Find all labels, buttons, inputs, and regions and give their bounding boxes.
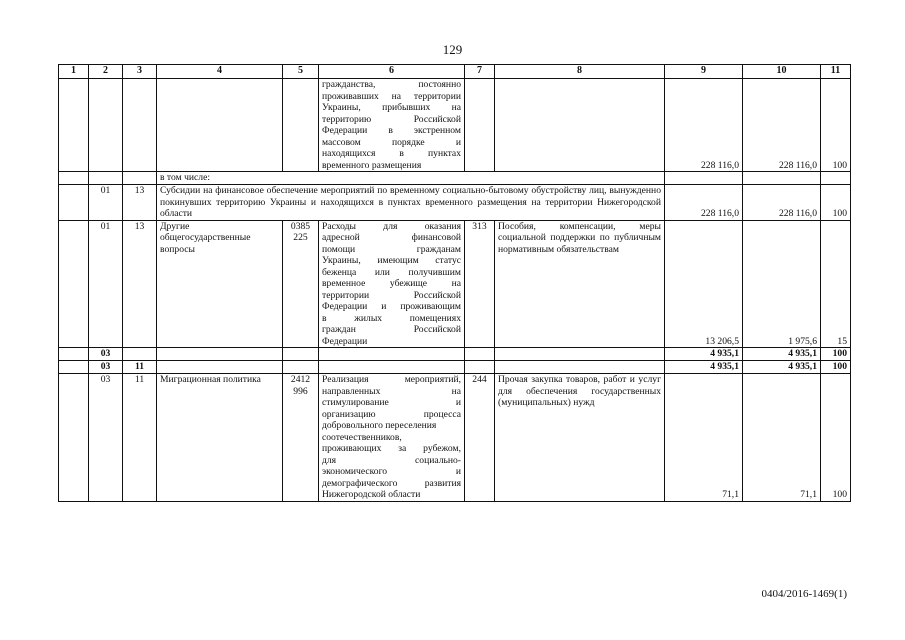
cell-amount-plan: 4 935,1 xyxy=(665,361,743,374)
col-header-11: 11 xyxy=(821,65,851,79)
col-header-5: 5 xyxy=(283,65,319,79)
table-row-migration xyxy=(59,374,851,502)
cell-amount-fact: 228 116,0 xyxy=(743,79,821,172)
cell-percent: 100 xyxy=(821,185,851,221)
cell-target-code: 2412 996 xyxy=(283,374,319,502)
col-header-8: 8 xyxy=(495,65,665,79)
cell-subsidy-text: Субсидии на финансовое обеспечение мероприятий по временному социально-бытовому обустройству лиц, вынужденно покинувших территорию Украины и находящихся в пунктах временного размещения на территории Нижегородской области xyxy=(157,185,665,221)
cell-percent: 15 xyxy=(821,220,851,348)
table-row-section-total xyxy=(59,348,851,361)
col-header-1: 1 xyxy=(59,65,89,79)
cell-amount-plan: 228 116,0 xyxy=(665,79,743,172)
cell-expense-name: Пособия, компенсации, меры социальной поддержки по публичным нормативным обязательствам xyxy=(495,220,665,348)
budget-table xyxy=(58,64,851,502)
table-row-other-issues xyxy=(59,220,851,348)
table-row-continuation xyxy=(59,79,851,172)
cell-section: 03 xyxy=(89,361,123,374)
col-header-6: 6 xyxy=(319,65,465,79)
cell-expense-name: Прочая закупка товаров, работ и услуг для обеспечения государственных (муниципальных) нужд xyxy=(495,374,665,502)
col-header-3: 3 xyxy=(123,65,157,79)
document-code: 0404/2016-1469(1) xyxy=(761,588,847,600)
cell-section: 03 xyxy=(89,348,123,361)
cell-section: 03 xyxy=(89,374,123,502)
col-header-10: 10 xyxy=(743,65,821,79)
cell-percent: 100 xyxy=(821,361,851,374)
col-header-2: 2 xyxy=(89,65,123,79)
page-number: 129 xyxy=(442,42,463,57)
cell-expense-type: 244 xyxy=(465,374,495,502)
cell-amount-plan: 228 116,0 xyxy=(665,185,743,221)
cell-intro-text: в том числе: xyxy=(157,172,665,185)
cell-amount-fact: 4 935,1 xyxy=(743,348,821,361)
cell-category: Миграционная политика xyxy=(157,374,283,502)
cell-category: Другие общегосударственные вопросы xyxy=(157,220,283,348)
cell-amount-fact: 228 116,0 xyxy=(743,185,821,221)
cell-subsection: 13 xyxy=(123,185,157,221)
col-header-7: 7 xyxy=(465,65,495,79)
cell-amount-fact: 1 975,6 xyxy=(743,220,821,348)
cell-percent: 100 xyxy=(821,374,851,502)
cell-expense-type: 313 xyxy=(465,220,495,348)
cell-section: 01 xyxy=(89,185,123,221)
cell-amount-plan: 13 206,5 xyxy=(665,220,743,348)
cell-description: Реализация мероприятий, направленных на стимулирование и организацию процесса добровольного переселения соотечественников, проживающих за рубежом, для социально- экономического и демографического развития Нижегородской области xyxy=(319,374,465,502)
cell-amount-plan: 71,1 xyxy=(665,374,743,502)
cell-section: 01 xyxy=(89,220,123,348)
cell-subsection: 13 xyxy=(123,220,157,348)
cell-amount-fact: 71,1 xyxy=(743,374,821,502)
table-row-intro xyxy=(59,172,851,185)
col-header-4: 4 xyxy=(157,65,283,79)
cell-description: Расходы для оказания адресной финансовой помощи гражданам Украины, имеющим статус беженца или получившим временное убежище на территории Российской Федерации и проживающим в жилых помещениях граждан Российской Федерации xyxy=(319,220,465,348)
cell-subsection: 11 xyxy=(123,361,157,374)
cell-amount-plan: 4 935,1 xyxy=(665,348,743,361)
cell-percent: 100 xyxy=(821,79,851,172)
cell-percent: 100 xyxy=(821,348,851,361)
cell-description: гражданства, постоянно проживавших на территории Украины, прибывших на территорию Российской Федерации в экстренном массовом порядке и находящихся в пунктах временного размещения xyxy=(319,79,465,172)
cell-target-code: 0385 225 xyxy=(283,220,319,348)
cell-amount-fact: 4 935,1 xyxy=(743,361,821,374)
cell-subsection: 11 xyxy=(123,374,157,502)
header-row xyxy=(59,65,851,79)
table-row-subsidy xyxy=(59,185,851,221)
table-row-subsection-total xyxy=(59,361,851,374)
col-header-9: 9 xyxy=(665,65,743,79)
